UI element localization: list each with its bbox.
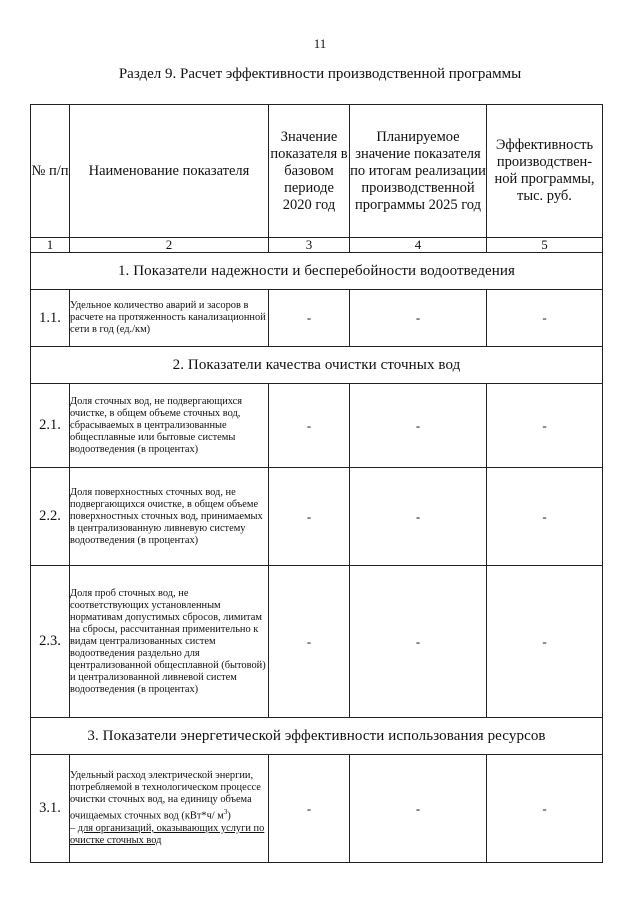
planned-value: -	[350, 566, 487, 718]
header-efficiency: Эффективность производствен-ной программы, тыс. руб.	[487, 105, 603, 238]
row-description: Доля поверхностных сточных вод, не подвергающихся очистке, в общем объеме поверхностных сточных вод, принимаемых в централизованную ливневую систему водоотведения (в процентах)	[70, 468, 269, 566]
group-title: 1. Показатели надежности и бесперебойности водоотведения	[31, 253, 603, 290]
header-num: № п/п	[31, 105, 70, 238]
base-value: -	[269, 755, 350, 863]
efficiency-value: -	[487, 755, 603, 863]
row-description	[70, 755, 269, 863]
efficiency-value: -	[487, 566, 603, 718]
header-name: Наименование показателя	[70, 105, 269, 238]
row-description: Доля сточных вод, не подвергающихся очистке, в общем объеме сточных вод, сбрасываемых в централизованные общесплавные или бытовые системы водоотведения (в процентах)	[70, 384, 269, 468]
row-description-dash: –	[70, 822, 78, 834]
group-row	[31, 253, 603, 290]
group-title: 2. Показатели качества очистки сточных вод	[31, 347, 603, 384]
superscript-cubic: 3	[223, 808, 228, 817]
table-row	[31, 384, 603, 468]
efficiency-value: -	[487, 290, 603, 347]
row-description-main: Удельный расход электрической энергии, потребляемой в технологическом процессе очистки сточных вод, на единицу объема очищаемых сточных вод (кВт*ч/ м	[70, 770, 261, 822]
planned-value: -	[350, 468, 487, 566]
base-value: -	[269, 384, 350, 468]
column-number: 4	[350, 238, 487, 253]
efficiency-value: -	[487, 384, 603, 468]
table-row	[31, 290, 603, 347]
row-number: 3.1.	[31, 755, 70, 863]
efficiency-value: -	[487, 468, 603, 566]
column-numbers-row	[31, 238, 603, 253]
table-row	[31, 566, 603, 718]
header-base: Значение показателя в базовом периоде 2020 год	[269, 105, 350, 238]
section-title: Раздел 9. Расчет эффективности производственной программы	[118, 66, 522, 82]
table-row	[31, 468, 603, 566]
base-value: -	[269, 468, 350, 566]
header-planned: Планируемое значение показателя по итогам реализации производственной программы 2025 год	[350, 105, 487, 238]
column-number: 3	[269, 238, 350, 253]
row-number: 1.1.	[31, 290, 70, 347]
column-number: 5	[487, 238, 603, 253]
efficiency-table	[30, 104, 603, 863]
column-number: 2	[70, 238, 269, 253]
page-number: 11	[313, 36, 327, 51]
row-description: Доля проб сточных вод, не соответствующих установленным нормативам допустимых сбросов, лимитам на сбросы, рассчитанная применительно к видам централизованных систем водоотведения раздельно для централизованной общесплавной (бытовой) и централизованной ливневой систем водоотведения (в процентах)	[70, 566, 269, 718]
table-row	[31, 755, 603, 863]
group-row	[31, 347, 603, 384]
group-row	[31, 718, 603, 755]
base-value: -	[269, 290, 350, 347]
row-description-underlined: для организаций, оказывающих услуги по очистке сточных вод	[70, 822, 265, 846]
base-value: -	[269, 566, 350, 718]
row-number: 2.2.	[31, 468, 70, 566]
header-row	[31, 105, 603, 238]
group-title: 3. Показатели энергетической эффективности использования ресурсов	[31, 718, 603, 755]
row-description-close: )	[227, 810, 231, 822]
row-number: 2.3.	[31, 566, 70, 718]
column-number: 1	[31, 238, 70, 253]
planned-value: -	[350, 384, 487, 468]
row-description: Удельное количество аварий и засоров в расчете на протяженность канализационной сети в год (ед./км)	[70, 290, 269, 347]
planned-value: -	[350, 755, 487, 863]
row-number: 2.1.	[31, 384, 70, 468]
planned-value: -	[350, 290, 487, 347]
